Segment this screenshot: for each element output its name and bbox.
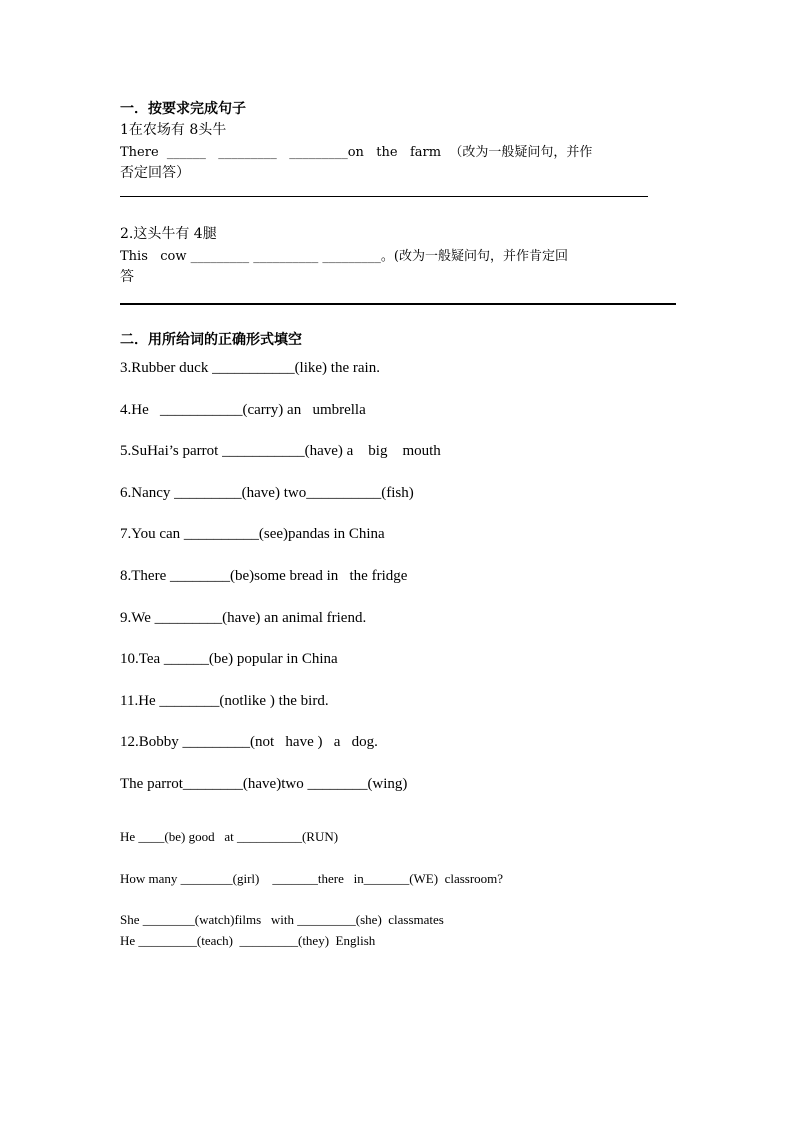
exercise-item: 5.SuHai’s parrot ___________(have) a big mouth: [120, 443, 441, 459]
answer-line-2: [120, 303, 676, 305]
exercise-item: 9.We _________(have) an animal friend.: [120, 610, 367, 626]
exercise-item: The parrot________(have)two ________(wing): [120, 776, 408, 792]
extra-exercise-item: He _________(teach) _________(they) English: [120, 933, 376, 948]
exercise-item: 6.Nancy _________(have) two__________(fish): [120, 485, 414, 501]
question-2-chinese: 2.这头牛有 4腿: [120, 226, 217, 242]
exercise-item: 3.Rubber duck ___________(like) the rain.: [120, 360, 380, 376]
extra-exercise-item: She ________(watch)films with _________(she) classmates: [120, 912, 444, 927]
question-2-english: This cow _________ __________ _________。(改为一般疑问句，并作肯定回: [120, 249, 568, 264]
question-1-english: There ______ _________ _________on the farm （改为一般疑问句，并作: [120, 145, 593, 160]
exercise-item: 11.He ________(notlike ) the bird.: [120, 693, 329, 709]
question-2-continuation: 答: [120, 269, 134, 285]
exercise-item: 7.You can __________(see)pandas in China: [120, 526, 385, 542]
answer-line-1: [120, 196, 648, 197]
section2-heading: 二．用所给词的正确形式填空: [120, 332, 302, 348]
question-1-chinese: 1在农场有 8头牛: [120, 122, 227, 138]
exercise-item: 10.Tea ______(be) popular in China: [120, 651, 338, 667]
extra-exercise-item: He ____(be) good at __________(RUN): [120, 829, 339, 844]
section1-heading: 一．按要求完成句子: [120, 101, 246, 117]
question-1-continuation: 否定回答）: [120, 165, 190, 181]
extra-exercise-item: How many ________(girl) _______there in_______(WE) classroom?: [120, 871, 504, 886]
exercise-item: 12.Bobby _________(not have ) a dog.: [120, 734, 378, 750]
exercise-item: 4.He ___________(carry) an umbrella: [120, 402, 366, 418]
exercise-item: 8.There ________(be)some bread in the fridge: [120, 568, 408, 584]
